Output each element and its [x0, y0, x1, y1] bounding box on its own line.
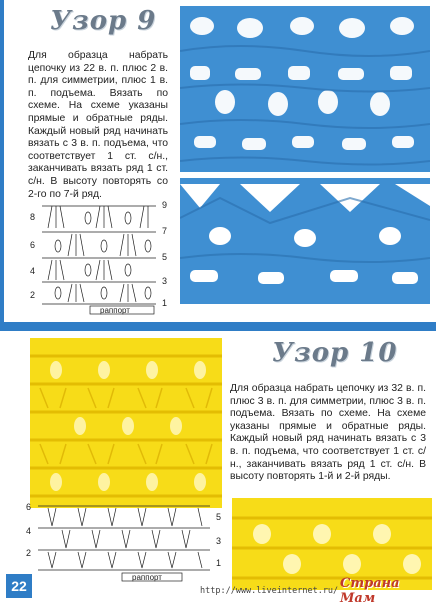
pattern10-row-label: 4 — [26, 526, 32, 536]
pattern9-rapport-label: раппорт — [100, 306, 130, 315]
page-accent-stripe — [0, 0, 4, 322]
pattern10-row-label: 3 — [216, 536, 222, 546]
pattern10-row-label: 1 — [216, 558, 222, 568]
pattern9-row-label: 5 — [162, 252, 168, 262]
pattern9-title: Узор 9 — [50, 6, 157, 36]
pattern9-row-label: 8 — [30, 212, 36, 222]
pattern10-photo-main — [30, 338, 222, 508]
pattern10-row-label: 5 — [216, 512, 222, 522]
pattern10-row-label: 6 — [26, 502, 32, 512]
section-divider — [0, 322, 436, 331]
pattern9-crochet-chart — [28, 198, 178, 316]
pattern9-photo-top — [180, 6, 430, 172]
pattern9-row-label: 7 — [162, 226, 168, 236]
pattern10-description: Для образца набрать цепочку из 32 в. п. плюс 3 в. п. для симметрии, плюс 3 в. п. подъема. Вязать по схеме. На схеме указаны прямые и обратные ряды. Каждый новый ряд начинать вязать с 3 в. п. подъема, что соответствует 1 ст. с/н., заканчивать вязать ряд 1 ст. с/н. В высоту повторять 1-й и 2-й ряды. — [230, 383, 426, 483]
source-url-watermark: http://www.liveinternet.ru/ — [200, 586, 339, 596]
pattern9-row-label: 2 — [30, 290, 36, 300]
pattern9-row-label: 6 — [30, 240, 36, 250]
pattern9-photo-bottom — [180, 178, 430, 304]
page-number: 22 — [6, 574, 32, 598]
site-logo: Страна Мам — [340, 576, 400, 604]
pattern9-row-label: 1 — [162, 298, 168, 308]
pattern9-description: Для образца набрать цепочку из 22 в. п. плюс 2 в. п. для симметрии, плюс 1 в. п. подъема. Вязать по схеме. На схеме указаны прямые и обратные ряды. Каждый новый ряд начинать вязать с 3 в. п. подъема, что соответствует 1 ст. с/н., заканчивать вязать ряд 1 ст. с/н. В высоту повторять со 2-го по 7-й ряд. — [28, 50, 168, 200]
pattern10-rapport-label: раппорт — [132, 573, 162, 582]
pattern10-crochet-chart — [22, 498, 230, 582]
pattern10-title: Узор 10 — [272, 338, 398, 368]
pattern9-row-label: 3 — [162, 276, 168, 286]
pattern9-row-label: 4 — [30, 266, 36, 276]
pattern10-row-label: 2 — [26, 548, 32, 558]
pattern9-row-label: 9 — [162, 200, 168, 210]
